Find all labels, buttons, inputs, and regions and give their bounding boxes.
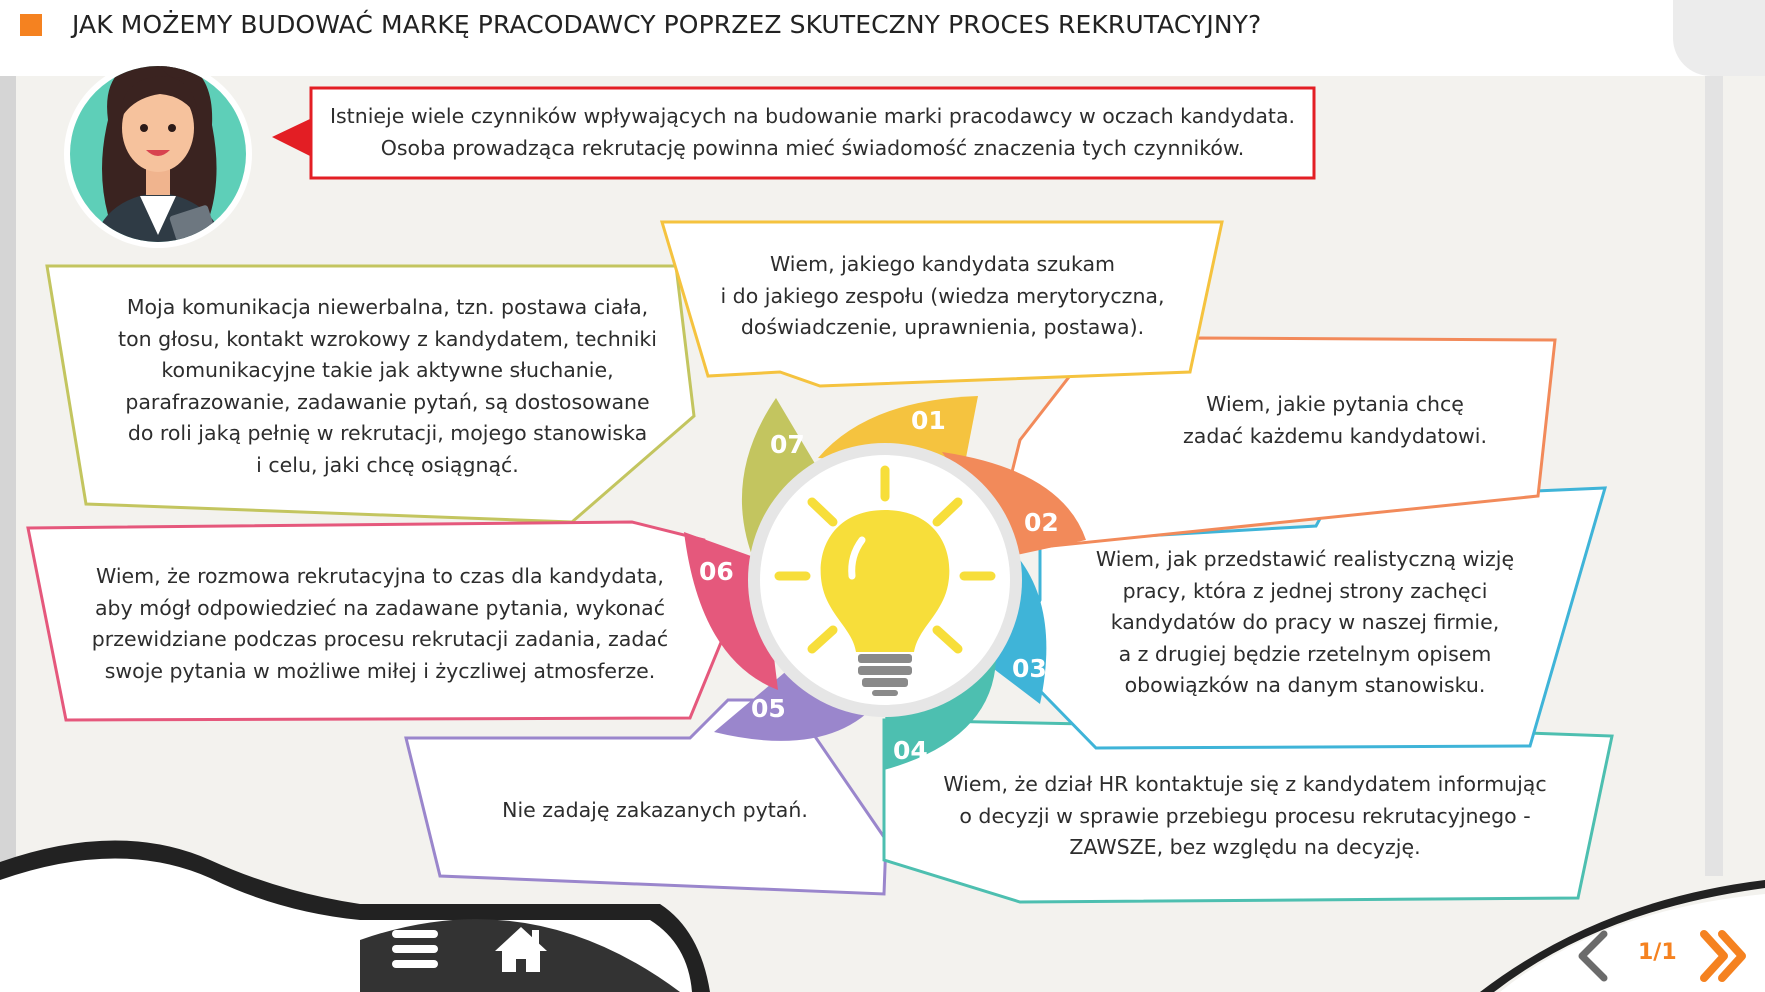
item-line: aby mógł odpowiedzieć na zadawane pytania, wykonać: [95, 595, 665, 620]
item-line: Wiem, jakie pytania chcę: [1206, 392, 1464, 416]
avatar: [64, 42, 252, 250]
item-line: Nie zadaję zakazanych pytań.: [502, 798, 808, 822]
intro-line: Osoba prowadząca rekrutację powinna mieć świadomość znaczenia tych czynników.: [380, 135, 1245, 160]
item-line: doświadczenie, uprawnienia, postawa).: [740, 315, 1145, 339]
page-indicator: 1/1: [1638, 940, 1677, 965]
petal-number-01: 01: [911, 406, 946, 435]
page-title: JAK MOŻEMY BUDOWAĆ MARKĘ PRACODAWCY POPRZEZ SKUTECZNY PROCES REKRUTACYJNY?: [72, 10, 1262, 39]
item-line: komunikacyjne takie jak aktywne słuchanie,: [161, 358, 614, 382]
item-07-text: [100, 292, 675, 481]
menu-button[interactable]: [390, 926, 440, 972]
item-line: Wiem, że dział HR kontaktuje się z kandydatem informując: [943, 772, 1547, 796]
home-button[interactable]: [492, 924, 550, 974]
lightbulb-icon: [748, 443, 1022, 717]
item-line: pracy, która z jednej strony zachęci: [1122, 578, 1488, 603]
item-line: ton głosu, kontakt wzrokowy z kandydatem, techniki: [118, 326, 657, 351]
item-line: Wiem, jakiego kandydata szukam: [769, 252, 1116, 276]
previous-page-button[interactable]: [1574, 930, 1610, 982]
intro-line: Istnieje wiele czynników wpływających na budowanie marki pracodawcy w oczach kandydata.: [329, 104, 1296, 128]
petal-number-07: 07: [770, 430, 805, 459]
home-icon: [492, 924, 550, 974]
petal-number-03: 03: [1012, 654, 1047, 683]
petal-number-06: 06: [699, 557, 734, 586]
item-03-text: [1080, 544, 1530, 702]
item-line: przewidziane podczas procesu rekrutacji zadania, zadać: [91, 627, 669, 651]
item-04-text: [920, 769, 1570, 864]
item-line: obowiązków na danym stanowisku.: [1124, 673, 1486, 697]
item-line: o decyzji w sprawie przebiegu procesu rekrutacyjnego -: [959, 803, 1531, 828]
item-line: do roli jaką pełnię w rekrutacji, mojego stanowiska: [127, 421, 648, 445]
item-line: Wiem, jak przedstawić realistyczną wizję: [1095, 547, 1515, 571]
item-line: Moja komunikacja niewerbalna, tzn. postawa ciała,: [126, 295, 649, 319]
item-line: swoje pytania w możliwe miłej i życzliwej atmosferze.: [104, 658, 656, 683]
item-line: parafrazowanie, zadawanie pytań, są dostosowane: [125, 389, 650, 414]
item-06-text: [70, 561, 690, 687]
item-01-text: [690, 249, 1195, 344]
item-05-text: [460, 795, 850, 827]
double-chevron-right-icon: [1698, 928, 1750, 984]
item-line: a z drugiej będzie rzetelnym opisem: [1118, 641, 1492, 666]
petal-number-04: 04: [893, 736, 928, 765]
item-line: zadać każdemu kandydatowi.: [1183, 423, 1487, 448]
item-line: i do jakiego zespołu (wiedza merytoryczna,: [720, 283, 1165, 308]
item-line: kandydatów do pracy w naszej firmie,: [1110, 610, 1500, 634]
next-page-button[interactable]: [1698, 928, 1750, 984]
item-line: ZAWSZE, bez względu na decyzję.: [1069, 835, 1421, 859]
item-line: Wiem, że rozmowa rekrutacyjna to czas dla kandydata,: [96, 564, 664, 588]
item-line: i celu, jaki chcę osiągnąć.: [256, 452, 519, 477]
chevron-left-icon: [1574, 930, 1610, 982]
petal-number-05: 05: [751, 694, 786, 723]
item-02-text: [1140, 389, 1530, 452]
petal-number-02: 02: [1024, 508, 1059, 537]
intro-text: [311, 101, 1314, 164]
menu-icon: [390, 926, 440, 972]
